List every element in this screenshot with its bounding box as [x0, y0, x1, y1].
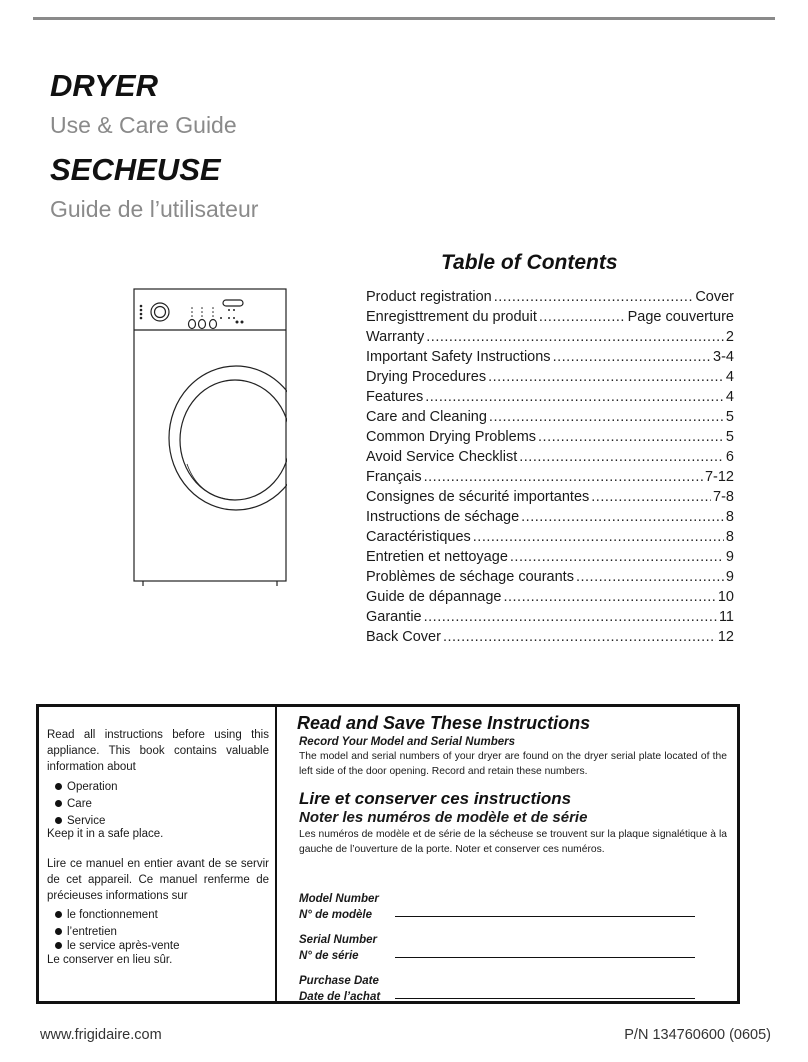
notice-right-panel	[297, 713, 727, 857]
bullet-list-english	[47, 779, 269, 826]
toc-entry-page: Page couverture	[627, 309, 734, 325]
website-link[interactable]: www.frigidaire.com	[40, 1027, 162, 1043]
toc-entry	[366, 409, 734, 429]
toc-entry	[366, 569, 734, 589]
intro-english: Read all instructions before using this appliance. This book contains valuable information about	[47, 729, 269, 773]
toc-entry-label: Entretien et nettoyage	[366, 549, 508, 565]
field-label-en: Model Number	[299, 893, 379, 905]
toc-entry	[366, 289, 734, 309]
text-english: The model and serial numbers of your dryer are found on the dryer serial plate located of the left side of the door opening. Record and retain these numbers.	[299, 751, 727, 777]
toc-entry-label: Avoid Service Checklist	[366, 449, 518, 465]
field-label-fr: N° de modèle	[299, 909, 372, 921]
toc-entry-page: 9	[725, 549, 734, 565]
toc-leader-dots	[494, 289, 694, 305]
keep-english: Keep it in a safe place.	[47, 828, 164, 840]
toc-entry	[366, 309, 734, 329]
toc-entry	[366, 489, 734, 509]
toc-entry	[366, 449, 734, 469]
write-line	[395, 998, 695, 999]
list-item: Care	[59, 796, 269, 813]
toc-entry-label: Common Drying Problems	[366, 429, 537, 445]
toc-heading: Table of Contents	[441, 251, 618, 274]
toc-entry-label: Français	[366, 469, 422, 485]
field-label-en: Purchase Date	[299, 975, 379, 987]
toc-entry-page: 4	[725, 389, 734, 405]
notice-left-panel	[39, 707, 277, 1001]
text-french: Les numéros de modèle et de série de la sécheuse se trouvent sur la plaque signalétique à la gauche de l’ouverture de la porte. Noter et conserver ces numéros.	[299, 829, 727, 855]
list-item: le service après-vente	[59, 938, 269, 952]
toc-leader-dots	[538, 429, 724, 445]
subtitle-french: Guide de l’utilisateur	[50, 196, 259, 222]
list-item: le fonctionnement	[59, 907, 269, 924]
heading-read-save: Read and Save These Instructions	[297, 713, 591, 733]
toc-entry-label: Consignes de sécurité importantes	[366, 489, 590, 505]
toc-entry-page: 5	[725, 409, 734, 425]
toc-entry	[366, 369, 734, 389]
serial-number-field	[299, 932, 719, 969]
heading-lire-conserver: Lire et conserver ces instructions	[299, 789, 572, 808]
toc-entry-page: Cover	[695, 289, 734, 305]
toc-leader-dots	[424, 469, 703, 485]
toc-leader-dots	[424, 609, 717, 625]
toc-entry-label: Enregisttrement du produit	[366, 309, 537, 325]
field-label-fr: Date de l’achat	[299, 991, 381, 1003]
table-of-contents	[366, 289, 734, 649]
list-item: l’entretien	[59, 924, 269, 938]
subtitle-english: Use & Care Guide	[50, 112, 237, 138]
toc-entry-label: Back Cover	[366, 629, 441, 645]
toc-entry-page: 2	[725, 329, 734, 345]
toc-leader-dots	[539, 309, 626, 325]
toc-entry-page: 5	[725, 429, 734, 445]
toc-entry-label: Drying Procedures	[366, 369, 487, 385]
toc-entry	[366, 529, 734, 549]
toc-entry-label: Warranty	[366, 329, 425, 345]
toc-entry-page: 6	[725, 449, 734, 465]
toc-entry-page: 10	[717, 589, 734, 605]
toc-entry	[366, 509, 734, 529]
field-label-en: Serial Number	[299, 934, 377, 946]
write-line	[395, 957, 695, 958]
toc-entry	[366, 329, 734, 349]
toc-entry-page: 4	[725, 369, 734, 385]
toc-entry	[366, 609, 734, 629]
toc-entry-label: Instructions de séchage	[366, 509, 520, 525]
toc-entry-page: 11	[718, 609, 734, 625]
subheading-record: Record Your Model and Serial Numbers	[299, 736, 515, 748]
toc-leader-dots	[473, 529, 724, 545]
toc-entry-page: 12	[717, 629, 734, 645]
toc-leader-dots	[489, 409, 724, 425]
toc-entry-label: Product registration	[366, 289, 492, 305]
toc-leader-dots	[426, 329, 724, 345]
toc-entry-page: 7-12	[704, 469, 734, 485]
intro-french: Lire ce manuel en entier avant de se servir de cet appareil. Ce manuel renferme de précieuses informations sur	[47, 858, 269, 902]
keep-french: Le conserver en lieu sûr.	[47, 954, 173, 966]
toc-leader-dots	[503, 589, 715, 605]
toc-entry	[366, 629, 734, 649]
subheading-noter: Noter les numéros de modèle et de série	[299, 809, 588, 826]
model-number-field	[299, 891, 719, 928]
toc-entry-label: Care and Cleaning	[366, 409, 487, 425]
toc-entry-page: 7-8	[713, 489, 734, 505]
toc-entry-page: 9	[725, 569, 734, 585]
toc-leader-dots	[591, 489, 711, 505]
dryer-illustration	[133, 288, 287, 588]
toc-leader-dots	[488, 369, 724, 385]
instructions-box	[36, 704, 740, 1004]
bullet-list-french	[47, 907, 269, 952]
toc-entry-label: Caractéristiques	[366, 529, 471, 545]
title-english: DRYER	[50, 68, 158, 103]
list-item: Operation	[59, 779, 269, 796]
toc-entry	[366, 429, 734, 449]
toc-entry-label: Problèmes de séchage courants	[366, 569, 574, 585]
toc-entry	[366, 469, 734, 489]
list-item: Service	[59, 813, 269, 826]
toc-entry	[366, 589, 734, 609]
toc-entry	[366, 389, 734, 409]
part-number: P/N 134760600 (0605)	[624, 1027, 771, 1043]
top-rule	[33, 17, 775, 20]
toc-leader-dots	[553, 349, 711, 365]
toc-entry	[366, 349, 734, 369]
toc-leader-dots	[521, 509, 724, 525]
toc-leader-dots	[510, 549, 724, 565]
toc-entry-page: 8	[725, 529, 734, 545]
toc-leader-dots	[425, 389, 724, 405]
toc-entry-page: 3-4	[713, 349, 734, 365]
write-line	[395, 916, 695, 917]
toc-entry-label: Important Safety Instructions	[366, 349, 551, 365]
toc-leader-dots	[443, 629, 716, 645]
toc-entry-label: Guide de dépannage	[366, 589, 502, 605]
toc-entry	[366, 549, 734, 569]
toc-leader-dots	[576, 569, 724, 585]
purchase-date-field	[299, 973, 719, 1010]
title-french: SECHEUSE	[50, 152, 221, 187]
field-label-fr: N° de série	[299, 950, 359, 962]
toc-entry-page: 8	[725, 509, 734, 525]
record-fields	[299, 891, 719, 1014]
toc-entry-label: Features	[366, 389, 424, 405]
toc-entry-label: Garantie	[366, 609, 422, 625]
toc-leader-dots	[519, 449, 724, 465]
